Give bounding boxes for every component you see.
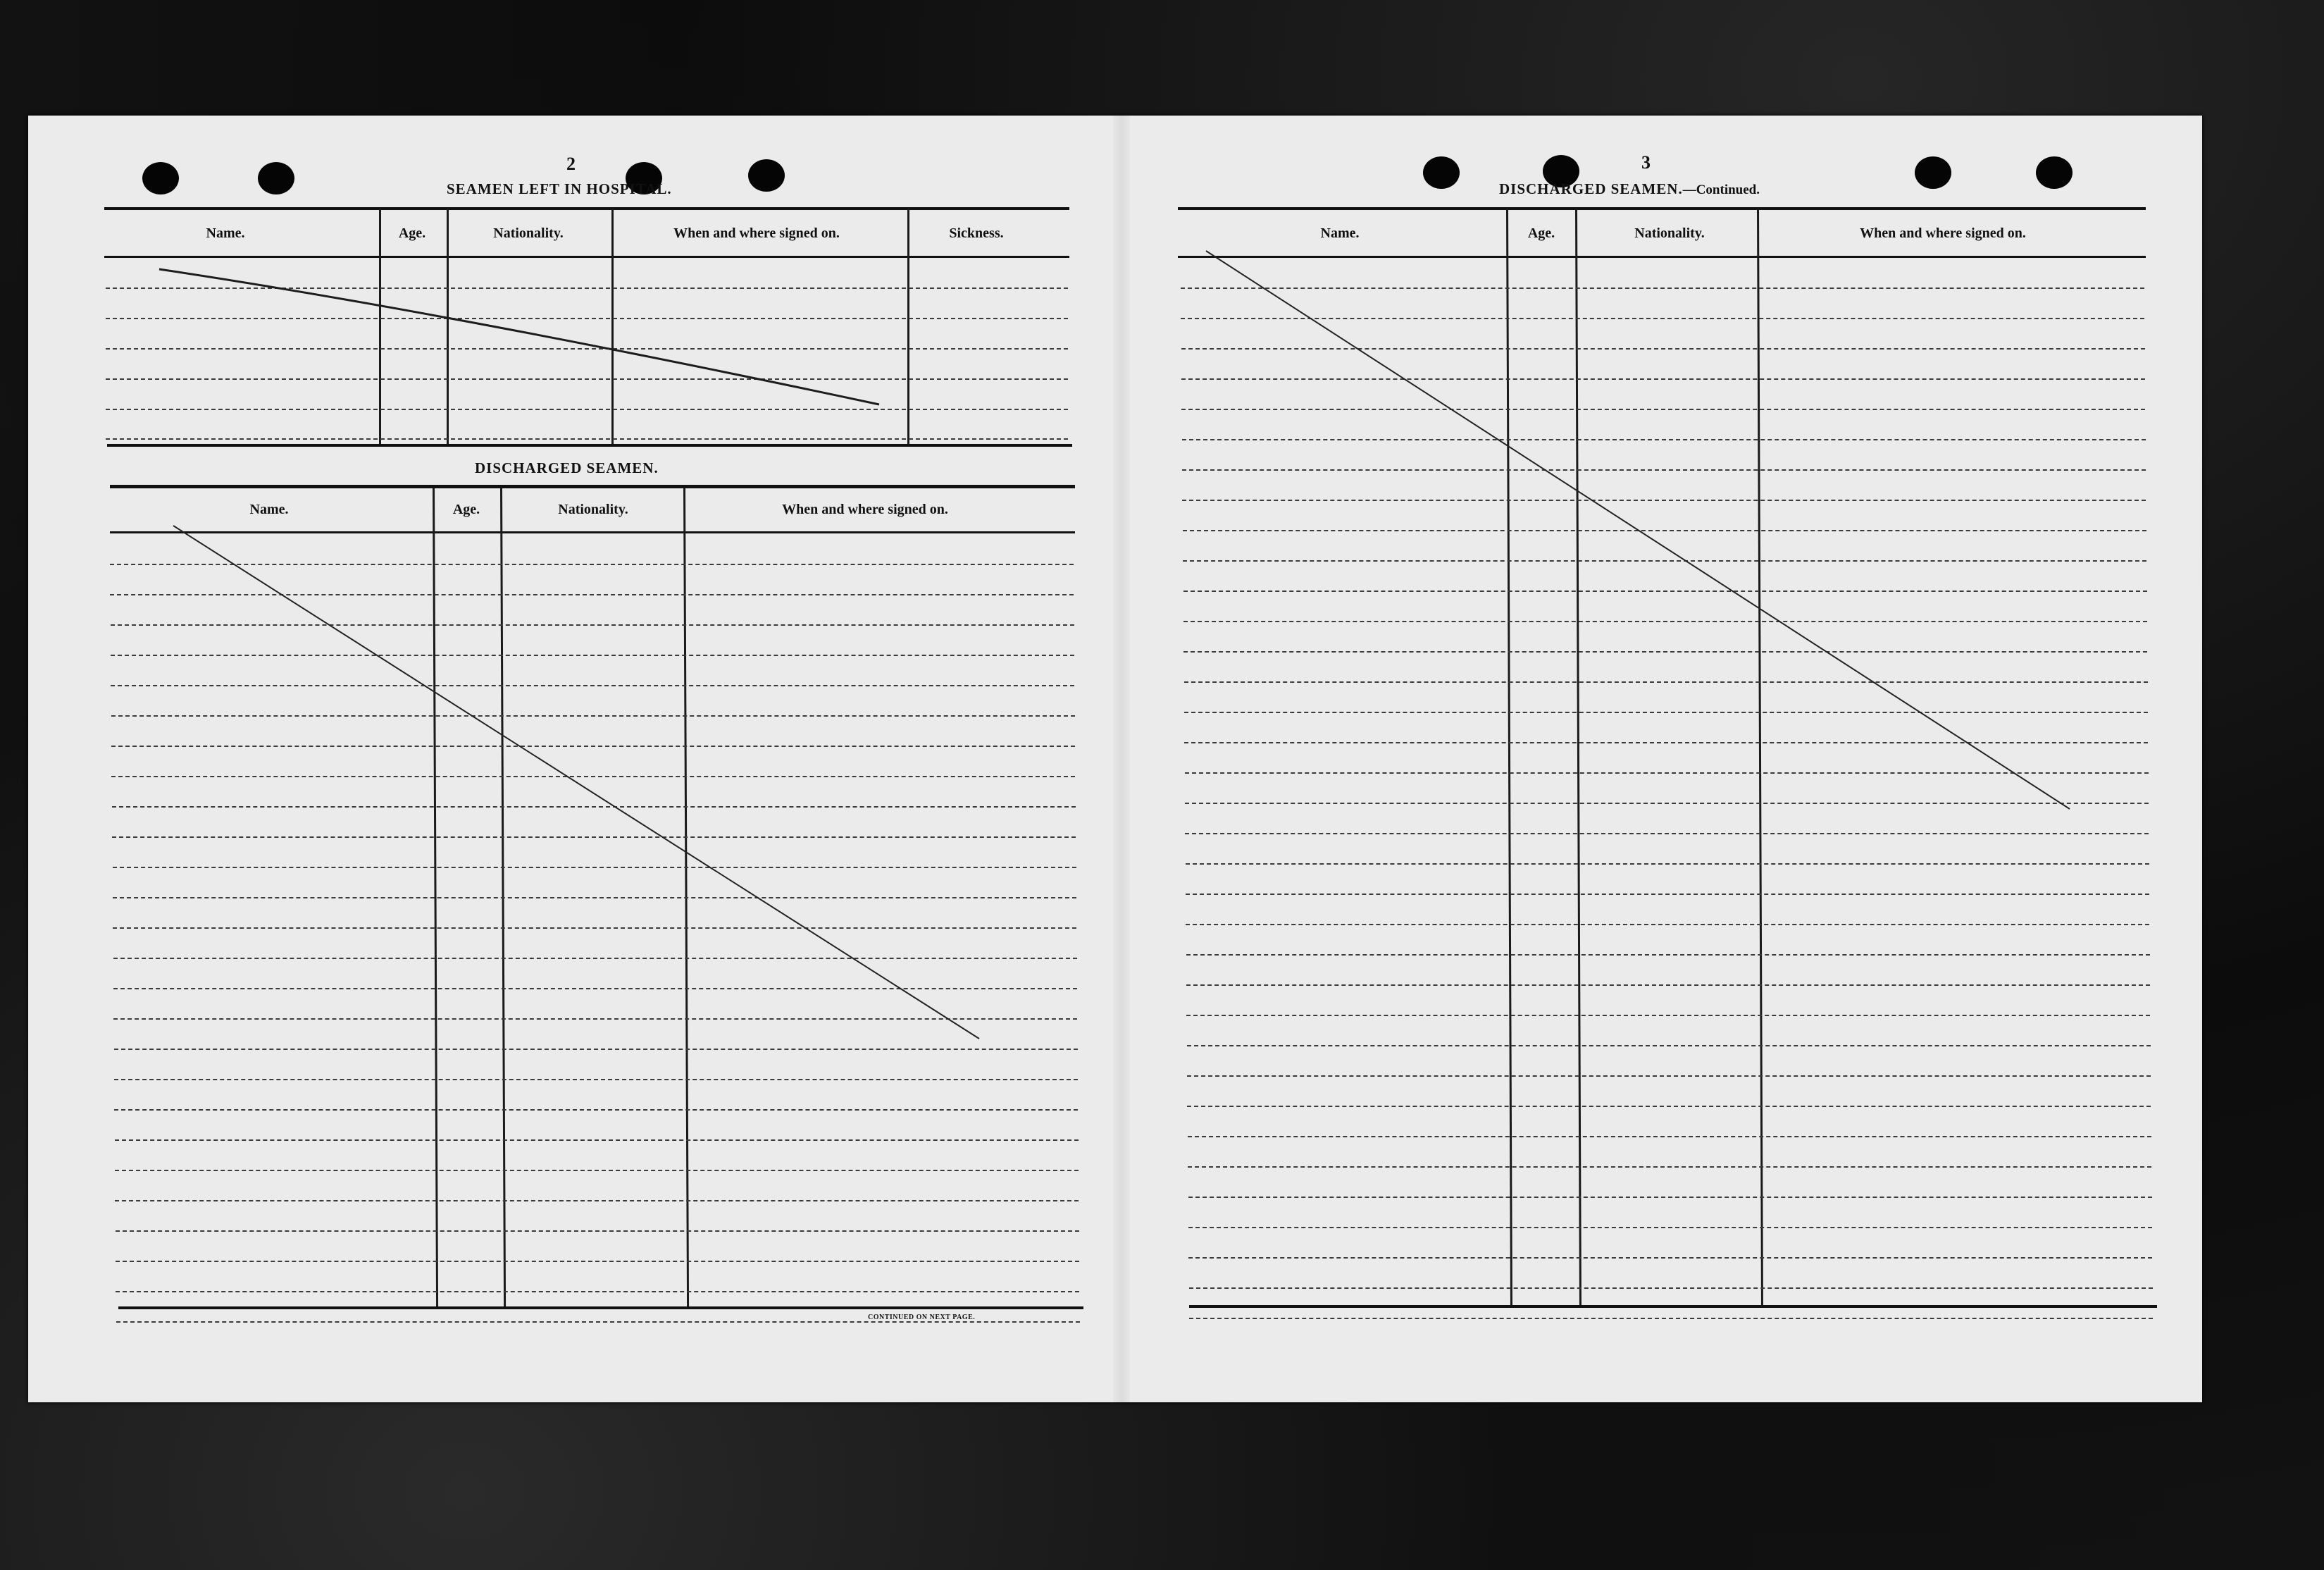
strike-through-marks (28, 116, 2202, 1402)
col-header-age: Age. (398, 225, 426, 241)
col-header-nationality: Nationality. (558, 502, 628, 517)
pen-stroke (1206, 251, 2070, 809)
col-header-name: Name. (206, 225, 245, 241)
discharged-section-title: DISCHARGED SEAMEN. (475, 459, 659, 476)
col-header-name: Name. (249, 502, 289, 517)
document-spread (28, 116, 2202, 1402)
hospital-section-title: SEAMEN LEFT IN HOSPITAL. (447, 180, 672, 197)
col-header-sickness: Sickness. (949, 225, 1004, 241)
col-header-age: Age. (452, 502, 480, 517)
pen-stroke (159, 269, 879, 404)
continued-note: CONTINUED ON NEXT PAGE. (868, 1314, 976, 1321)
col-header-age: Age. (1527, 225, 1555, 241)
col-header-name: Name. (1320, 225, 1360, 241)
page-number: 3 (1641, 152, 1651, 173)
col-header-signed-on: When and where signed on. (673, 225, 840, 241)
section-title-suffix: —Continued. (1682, 183, 1760, 197)
col-header-signed-on: When and where signed on. (1860, 225, 2026, 241)
col-header-signed-on: When and where signed on. (782, 502, 948, 517)
section-title-text: DISCHARGED SEAMEN. (1499, 180, 1683, 197)
pen-stroke (173, 526, 979, 1039)
page-number: 2 (566, 154, 576, 174)
col-header-nationality: Nationality. (493, 225, 564, 241)
col-header-nationality: Nationality. (1634, 225, 1705, 241)
